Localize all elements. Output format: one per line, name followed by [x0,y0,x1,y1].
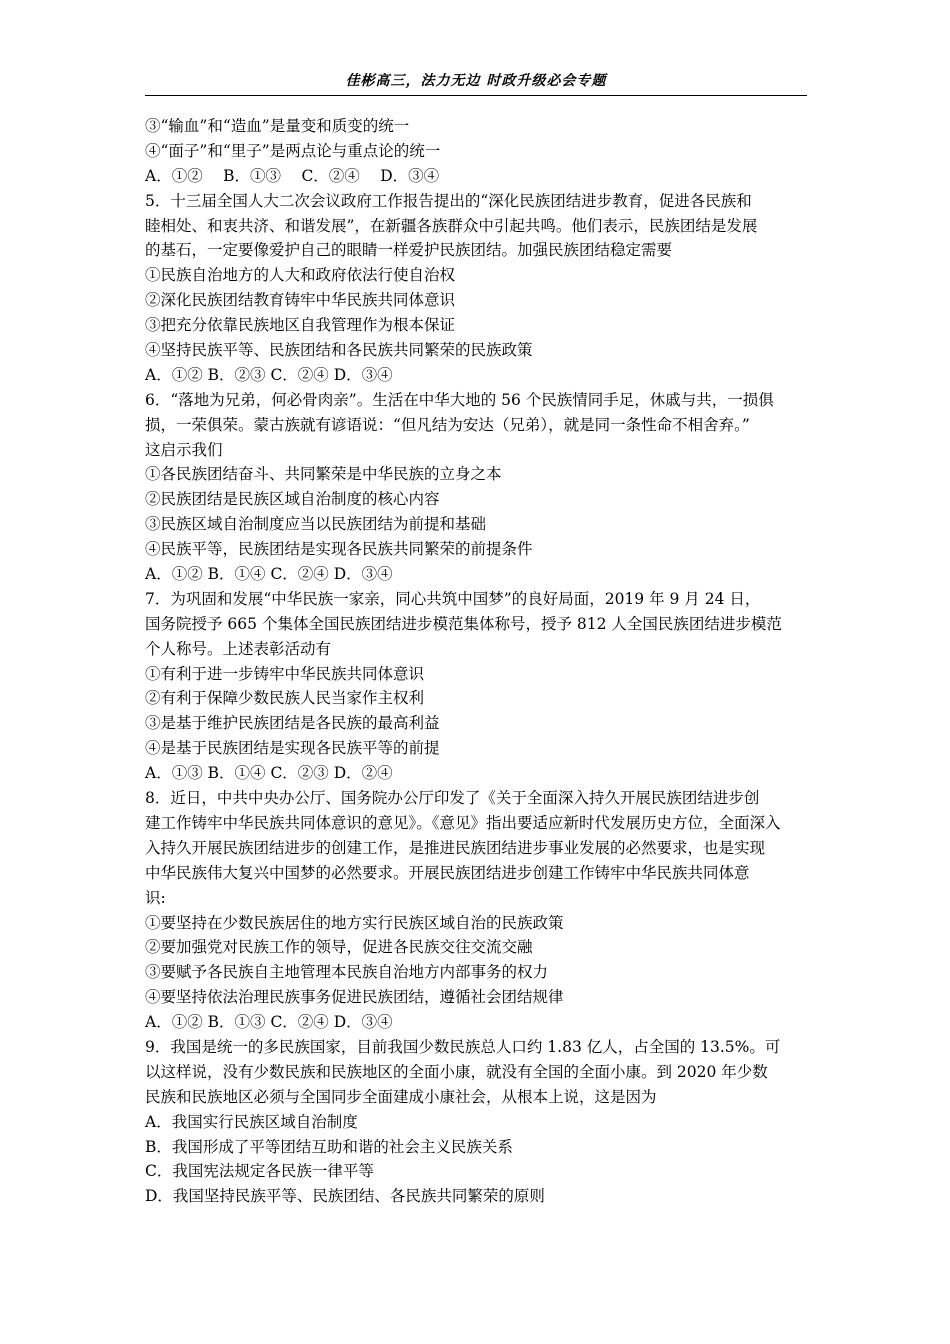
text-line: 个人称号。上述表彰活动有 [145,639,332,658]
text-line: ③把充分依靠民族地区自我管理作为根本保证 [145,316,456,335]
text-line: ③要赋予各民族自主地管理本民族自治地方内部事务的权力 [145,963,549,982]
answer-options: A．①② B．①④ C．②④ D．③④ [145,565,393,584]
text-line: 睦相处、和衷共济、和谐发展”，在新疆各族群众中引起共鸣。他们表示，民族团结是发展 [145,216,758,235]
page-header-title: 佳彬高三，法力无边 时政升级必会专题 [345,73,607,89]
text-line: ④民族平等，民族团结是实现各民族共同繁荣的前提条件 [145,540,533,559]
text-line: 以这样说，没有少数民族和民族地区的全面小康，就没有全国的全面小康。到 2020 年少数 [145,1062,768,1081]
question-5-stem: 5．十三届全国人大二次会议政府工作报告提出的“深化民族团结进步教育，促进各民族和 [145,191,752,210]
answer-options: A．①② B．①③ C．②④ D．③④ [145,166,440,185]
text-line: ①民族自治地方的人大和政府依法行使自治权 [145,266,456,285]
text-line: 民族和民族地区必须与全国同步全面建成小康社会，从根本上说，这是因为 [145,1087,657,1106]
answer-options: A．①② B．②③ C．②④ D．③④ [145,365,393,384]
answer-option-a: A．我国实行民族区域自治制度 [145,1112,358,1131]
text-line: 识: [145,888,166,907]
text-line: ②要加强党对民族工作的领导，促进各民族交往交流交融 [145,938,533,957]
text-line: ③民族区域自治制度应当以民族团结为前提和基础 [145,515,487,534]
text-line: ①要坚持在少数民族居住的地方实行民族区域自治的民族政策 [145,913,564,932]
text-line: ①有利于进一步铸牢中华民族共同体意识 [145,664,425,683]
text-line: ④“面子”和“里子”是两点论与重点论的统一 [145,141,441,160]
text-line: 国务院授予 665 个集体全国民族团结进步模范集体称号，授予 812 人全国民族团结进步模范 [145,614,782,633]
text-line: ③是基于维护民族团结是各民族的最高利益 [145,714,440,733]
text-line: ②深化民族团结教育铸牢中华民族共同体意识 [145,291,456,310]
answer-option-d: D．我国坚持民族平等、民族团结、各民族共同繁荣的原则 [145,1187,545,1206]
text-line: 这启示我们 [145,440,223,459]
text-line: ④要坚持依法治理民族事务促进民族团结，遵循社会团结规律 [145,988,564,1007]
text-line: 建工作铸牢中华民族共同体意识的意见》。《意见》指出要适应新时代发展历史方位，全面深入 [145,813,781,832]
question-6-stem: 6．“落地为兄弟，何必骨肉亲”。生活在中华大地的 56 个民族情同手足，休戚与共，一损俱 [145,390,774,409]
answer-option-b: B．我国形成了平等团结互助和谐的社会主义民族关系 [145,1137,513,1156]
text-line: 的基石，一定要像爱护自己的眼睛一样爱护民族团结。加强民族团结稳定需要 [145,241,673,260]
question-9-stem: 9．我国是统一的多民族国家，目前我国少数民族总人口约 1.83 亿人，占全国的 13.5%。可 [145,1037,781,1056]
question-7-stem: 7．为巩固和发展“中华民族一家亲，同心共筑中国梦”的良好局面，2019 年 9 月 24 日， [145,589,761,608]
text-line: ②有利于保障少数民族人民当家作主权利 [145,689,425,708]
header-divider [145,95,807,96]
question-8-stem: 8．近日，中共中央办公厅、国务院办公厅印发了《关于全面深入持久开展民族团结进步创 [145,789,760,808]
document-body [145,114,810,1209]
text-line: 损，一荣俱荣。蒙古族就有谚语说：“但凡结为安达（兄弟），就是同一条性命不相舍弃。” [145,415,750,434]
answer-options: A．①② B．①③ C．②④ D．③④ [145,1013,393,1032]
answer-options: A．①③ B．①④ C．②③ D．②④ [145,764,393,783]
answer-option-c: C．我国宪法规定各民族一律平等 [145,1162,374,1181]
text-line: ②民族团结是民族区域自治制度的核心内容 [145,490,440,509]
text-line: ④坚持民族平等、民族团结和各民族共同繁荣的民族政策 [145,341,533,360]
text-line: 中华民族伟大复兴中国梦的必然要求。开展民族团结进步创建工作铸牢中华民族共同体意 [145,863,750,882]
text-line: ④是基于民族团结是实现各民族平等的前提 [145,739,440,758]
text-line: 入持久开展民族团结进步的创建工作，是推进民族团结进步事业发展的必然要求，也是实现 [145,838,766,857]
text-line: ①各民族团结奋斗、共同繁荣是中华民族的立身之本 [145,465,502,484]
text-line: ③“输血”和“造血”是量变和质变的统一 [145,117,410,135]
